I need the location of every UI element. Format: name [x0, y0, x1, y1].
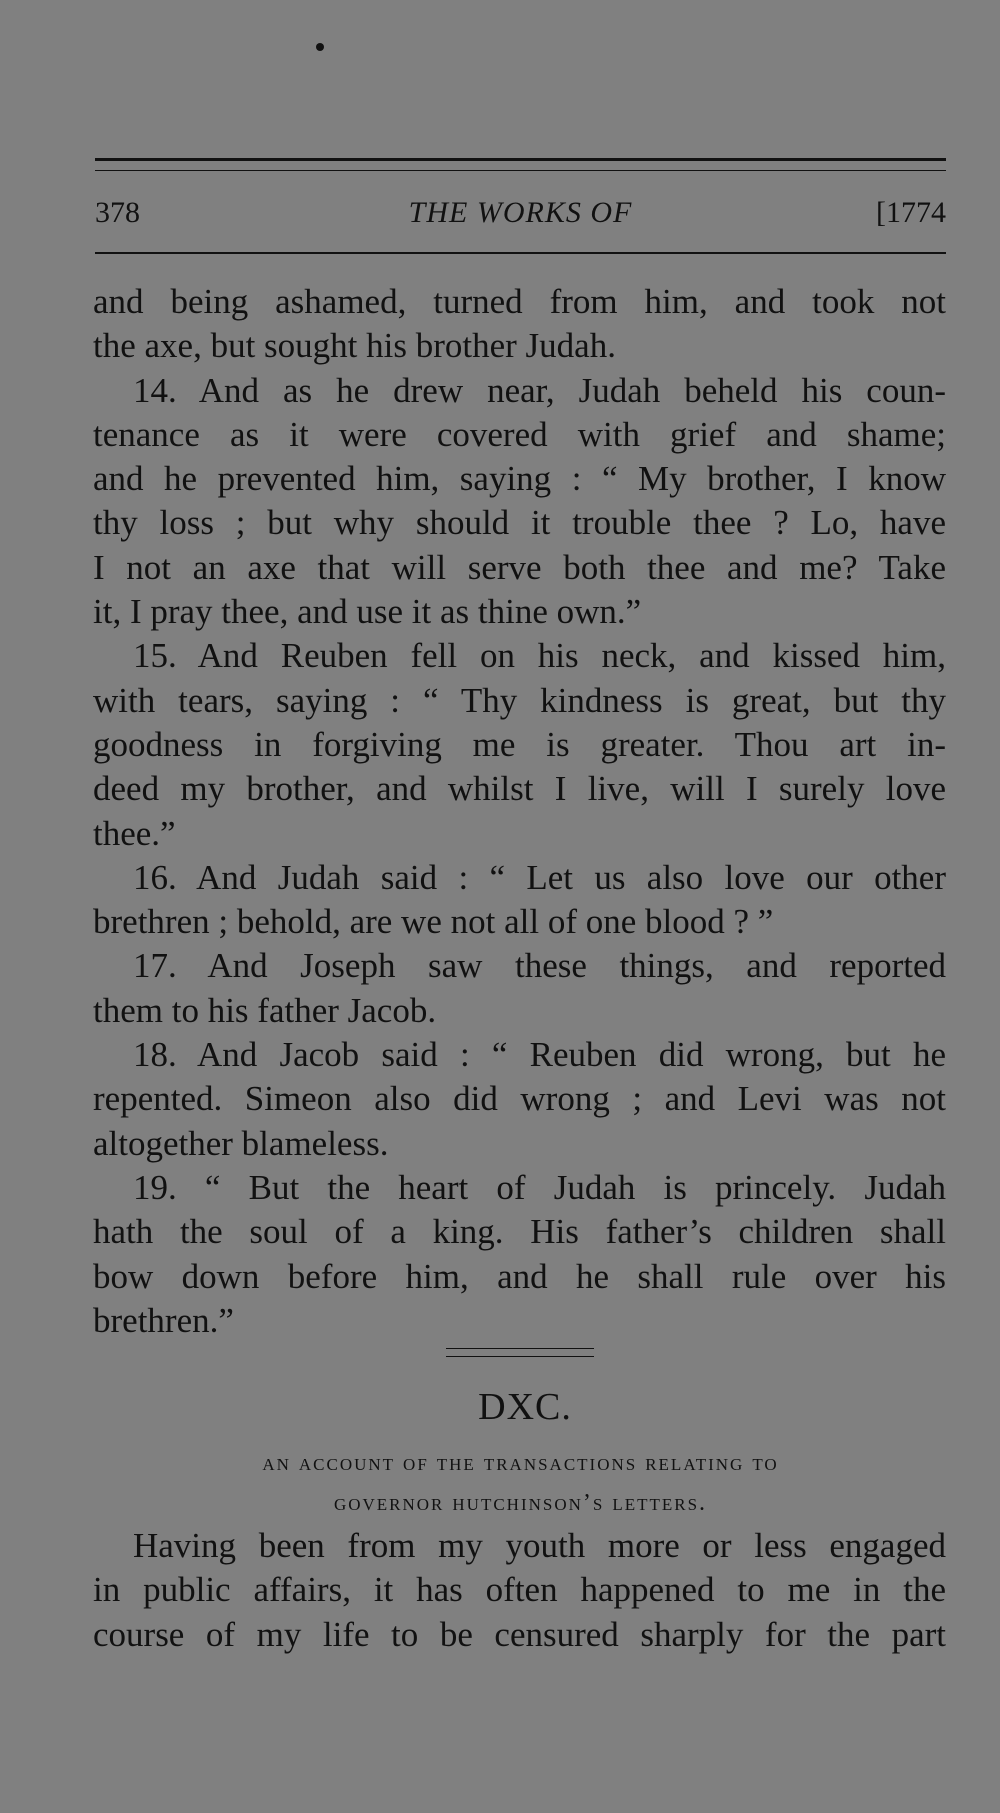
text-line: brethren ; behold, are we not all of one blood ? ” [93, 902, 774, 942]
verse-14-start: 14. And as he drew near, Judah beheld his coun- [133, 370, 946, 410]
section-divider-rule [446, 1356, 594, 1357]
text-line: the axe, but sought his brother Judah. [93, 326, 616, 366]
page-number: 378 [95, 196, 140, 229]
section-body-text [93, 1524, 946, 1657]
text-line: in public affairs, it has often happened to me in the [93, 1570, 946, 1610]
header-bottom-rule [95, 252, 946, 254]
verse-15-start: 15. And Reuben fell on his neck, and kissed him, [133, 636, 946, 676]
verse-16-start: 16. And Judah said : “ Let us also love our other [133, 857, 946, 897]
text-line: bow down before him, and he shall rule over his [93, 1256, 946, 1296]
ink-dot [316, 43, 324, 51]
text-line: it, I pray thee, and use it as thine own.” [93, 592, 642, 632]
passage-text [93, 280, 946, 1343]
text-line: thee.” [93, 813, 176, 853]
text-line: repented. Simeon also did wrong ; and Levi was not [93, 1079, 946, 1119]
header-top-rule-thin [95, 170, 946, 171]
verse-19-start: 19. “ But the heart of Judah is princely. Judah [133, 1167, 946, 1207]
verse-17-start: 17. And Joseph saw these things, and reported [133, 946, 946, 986]
section-divider-rule [446, 1348, 594, 1349]
section-title [95, 1443, 946, 1523]
text-line: them to his father Jacob. [93, 990, 437, 1030]
running-year: [1774 [876, 196, 946, 229]
text-line: hath the soul of a king. His father’s children shall [93, 1212, 946, 1252]
text-line: altogether blameless. [93, 1123, 389, 1163]
text-line: goodness in forgiving me is greater. Thou art in- [93, 724, 946, 764]
running-head [95, 188, 946, 238]
text-line: deed my brother, and whilst I live, will I surely love [93, 769, 946, 809]
section-title-line: an account of the transactions relating to [262, 1450, 779, 1476]
text-line: Having been from my youth more or less engaged [133, 1526, 946, 1565]
verse-18-start: 18. And Jacob said : “ Reuben did wrong, but he [133, 1035, 946, 1075]
text-line: tenance as it were covered with grief and shame; [93, 414, 946, 454]
text-line: and being ashamed, turned from him, and took not [93, 282, 946, 321]
section-title-line: governor hutchinson’s letters. [333, 1490, 708, 1516]
text-line: course of my life to be censured sharply for the part [93, 1614, 946, 1654]
text-line: brethren.” [93, 1300, 234, 1340]
text-line: thy loss ; but why should it trouble thee ? Lo, have [93, 503, 946, 543]
text-line: and he prevented him, saying : “ My brother, I know [93, 459, 946, 499]
header-top-rule-thick [95, 158, 946, 161]
text-line: with tears, saying : “ Thy kindness is great, but thy [93, 680, 946, 720]
running-title: THE WORKS OF [408, 196, 633, 229]
text-line: I not an axe that will serve both thee and me? Take [93, 547, 946, 587]
section-number: DXC. [478, 1386, 572, 1428]
